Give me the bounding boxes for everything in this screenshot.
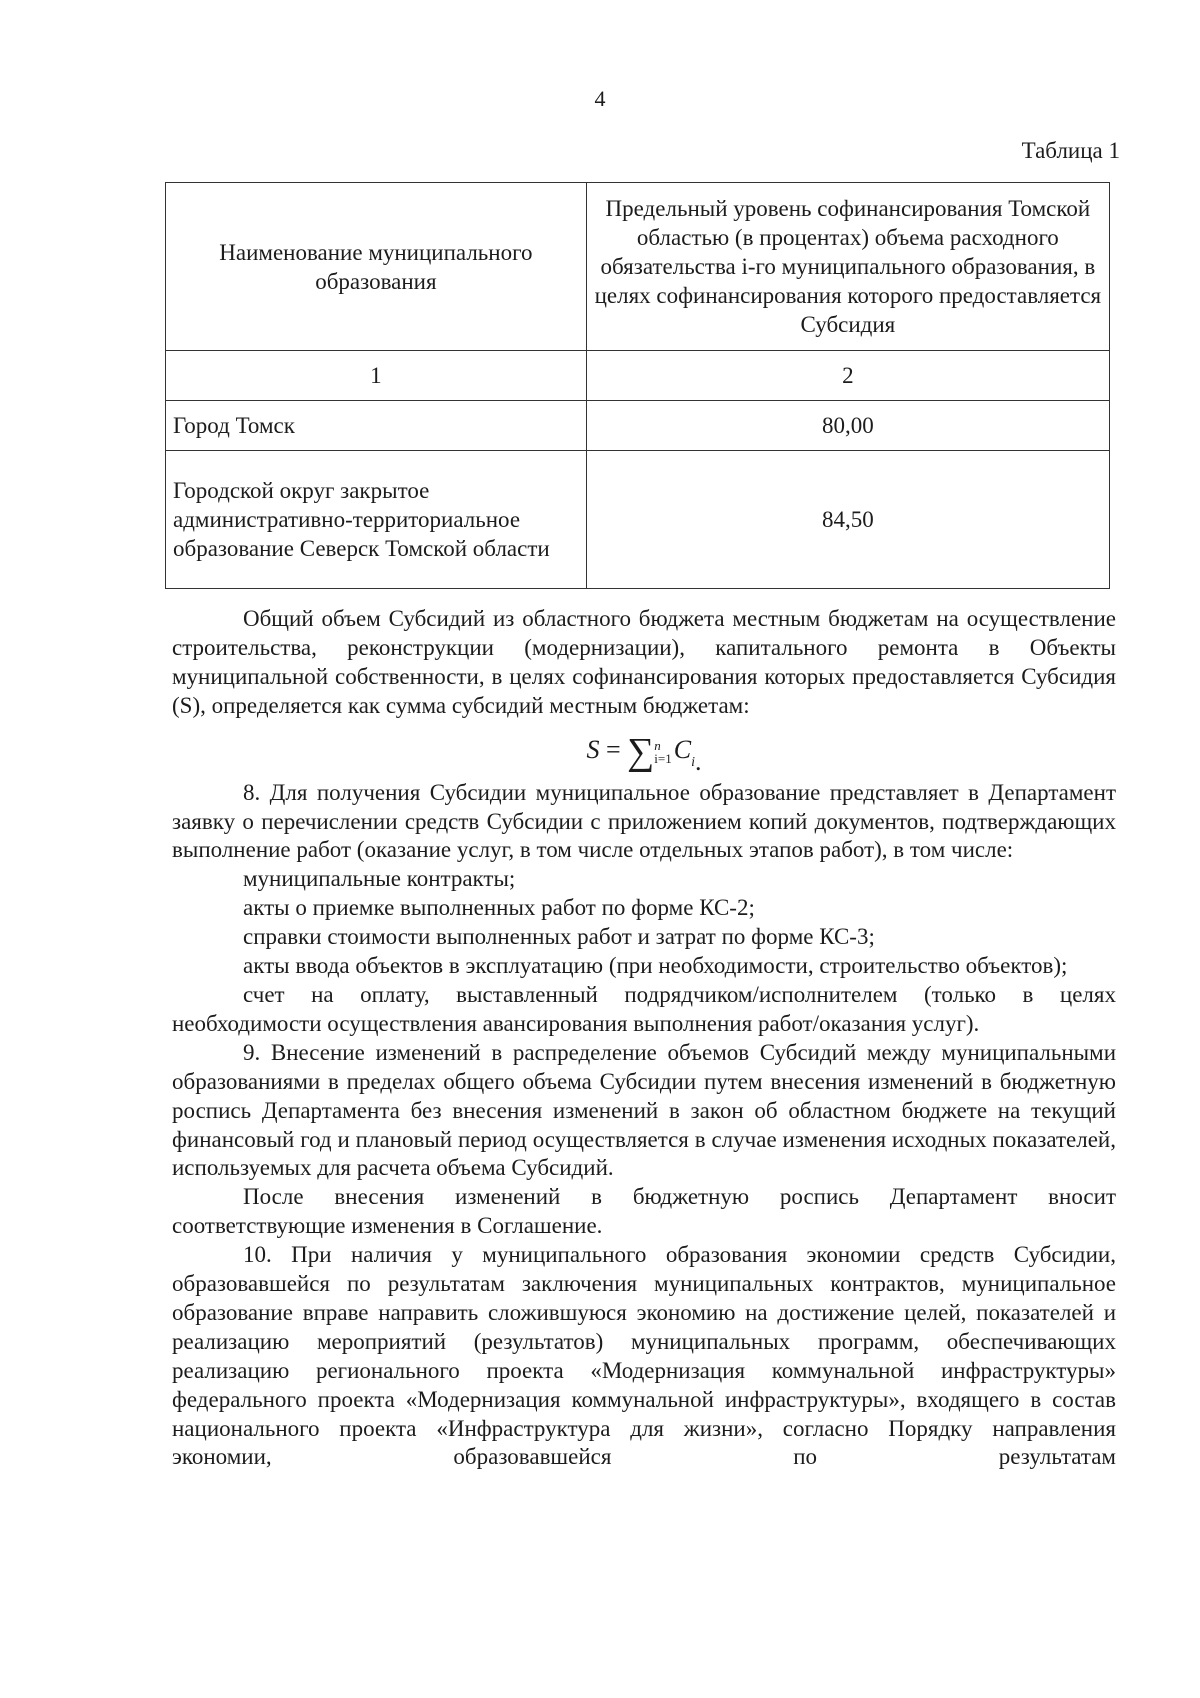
table-header-row bbox=[166, 183, 1110, 351]
paragraph-9: 9. Внесение изменений в распределение объемов Субсидий между муниципальными образованиями в пределах общего объема Субсидии путем внесения изменений в бюджетную роспись Департамента без внесения изменений в закон об областном бюджете на текущий финансовый год и плановый период осуществляется в случае изменения исходных показателей, используемых для расчета объема Субсидий. bbox=[172, 1039, 1116, 1181]
document-body bbox=[172, 605, 1116, 1472]
page-number: 4 bbox=[594, 86, 606, 111]
formula-subscript: i bbox=[691, 754, 695, 770]
list-item: акты ввода объектов в эксплуатацию (при необходимости, строительство объектов); bbox=[243, 953, 1068, 979]
list-item: муниципальные контракты; bbox=[243, 866, 516, 892]
sum-formula bbox=[172, 721, 1116, 779]
sigma-symbol: ∑ bbox=[627, 730, 655, 773]
paragraph-total-subsidy: Общий объем Субсидий из областного бюджета местным бюджетам на осуществление строительства, реконструкции (модернизации), капитального ремонта в Объекты муниципальной собственности, в целях софинансирования которых предоставляется Субсидия (S), определяется как сумма субсидий местным бюджетам: bbox=[172, 606, 1116, 718]
formula-lhs: S bbox=[586, 734, 600, 764]
cofinancing-value: 84,50 bbox=[586, 451, 1109, 589]
formula-equals: = bbox=[606, 734, 621, 764]
list-item: акты о приемке выполненных работ по форме КС-2; bbox=[243, 895, 755, 921]
cofinancing-table bbox=[165, 182, 1110, 589]
list-item: справки стоимости выполненных работ и затрат по форме КС-3; bbox=[243, 924, 875, 950]
sum-limits bbox=[654, 739, 671, 765]
header-municipality: Наименование муниципального образования bbox=[166, 183, 587, 351]
paragraph-8: 8. Для получения Субсидии муниципальное образование представляет в Департамент заявку о перечислении средств Субсидии с приложением копий документов, подтверждающих выполнение работ (оказание услуг, в том числе отдельных этапов работ), в том числе: bbox=[172, 779, 1116, 863]
municipality-name: Город Томск bbox=[166, 401, 587, 451]
column-number-2: 2 bbox=[586, 351, 1109, 401]
table-caption: Таблица 1 bbox=[1021, 138, 1120, 163]
paragraph-9-continued: После внесения изменений в бюджетную роспись Департамент вносит соответствующие изменения в Соглашение. bbox=[172, 1184, 1116, 1239]
municipality-name: Городской округ закрытое административно-территориальное образование Северск Томской области bbox=[166, 451, 587, 589]
list-item: счет на оплату, выставленный подрядчиком/исполнителем (только в целях необходимости осуществления авансирования выполнения работ/оказания услуг). bbox=[172, 981, 1116, 1036]
table-row bbox=[166, 401, 1110, 451]
paragraph-10: 10. При наличия у муниципального образования экономии средств Субсидии, образовавшейся по результатам заключения муниципальных контрактов, муниципальное образование вправе направить сложившуюся экономию на достижение целей, показателей и реализацию мероприятий (результатов) муниципальных программ, обеспечивающих реализацию регионального проекта «Модернизация коммунальной инфраструктуры» федерального проекта «Модернизация коммунальной инфраструктуры», входящего в состав национального проекта «Инфраструктура для жизни», согласно Порядку направления экономии, образовавшейся по результатам bbox=[172, 1242, 1116, 1470]
column-number-1: 1 bbox=[166, 351, 587, 401]
table-row bbox=[166, 451, 1110, 589]
formula-period: . bbox=[694, 746, 702, 776]
sum-upper-limit: n bbox=[654, 737, 661, 753]
sum-lower-limit: i=1 bbox=[654, 750, 672, 766]
cofinancing-value: 80,00 bbox=[586, 401, 1109, 451]
header-cofinancing-level: Предельный уровень софинансирования Томской областью (в процентах) объема расходного обязательства i-го муниципального образования, в целях софинансирования которого предоставляется Субсидия bbox=[586, 183, 1109, 351]
formula-term: C bbox=[673, 734, 692, 764]
table-number-row bbox=[166, 351, 1110, 401]
